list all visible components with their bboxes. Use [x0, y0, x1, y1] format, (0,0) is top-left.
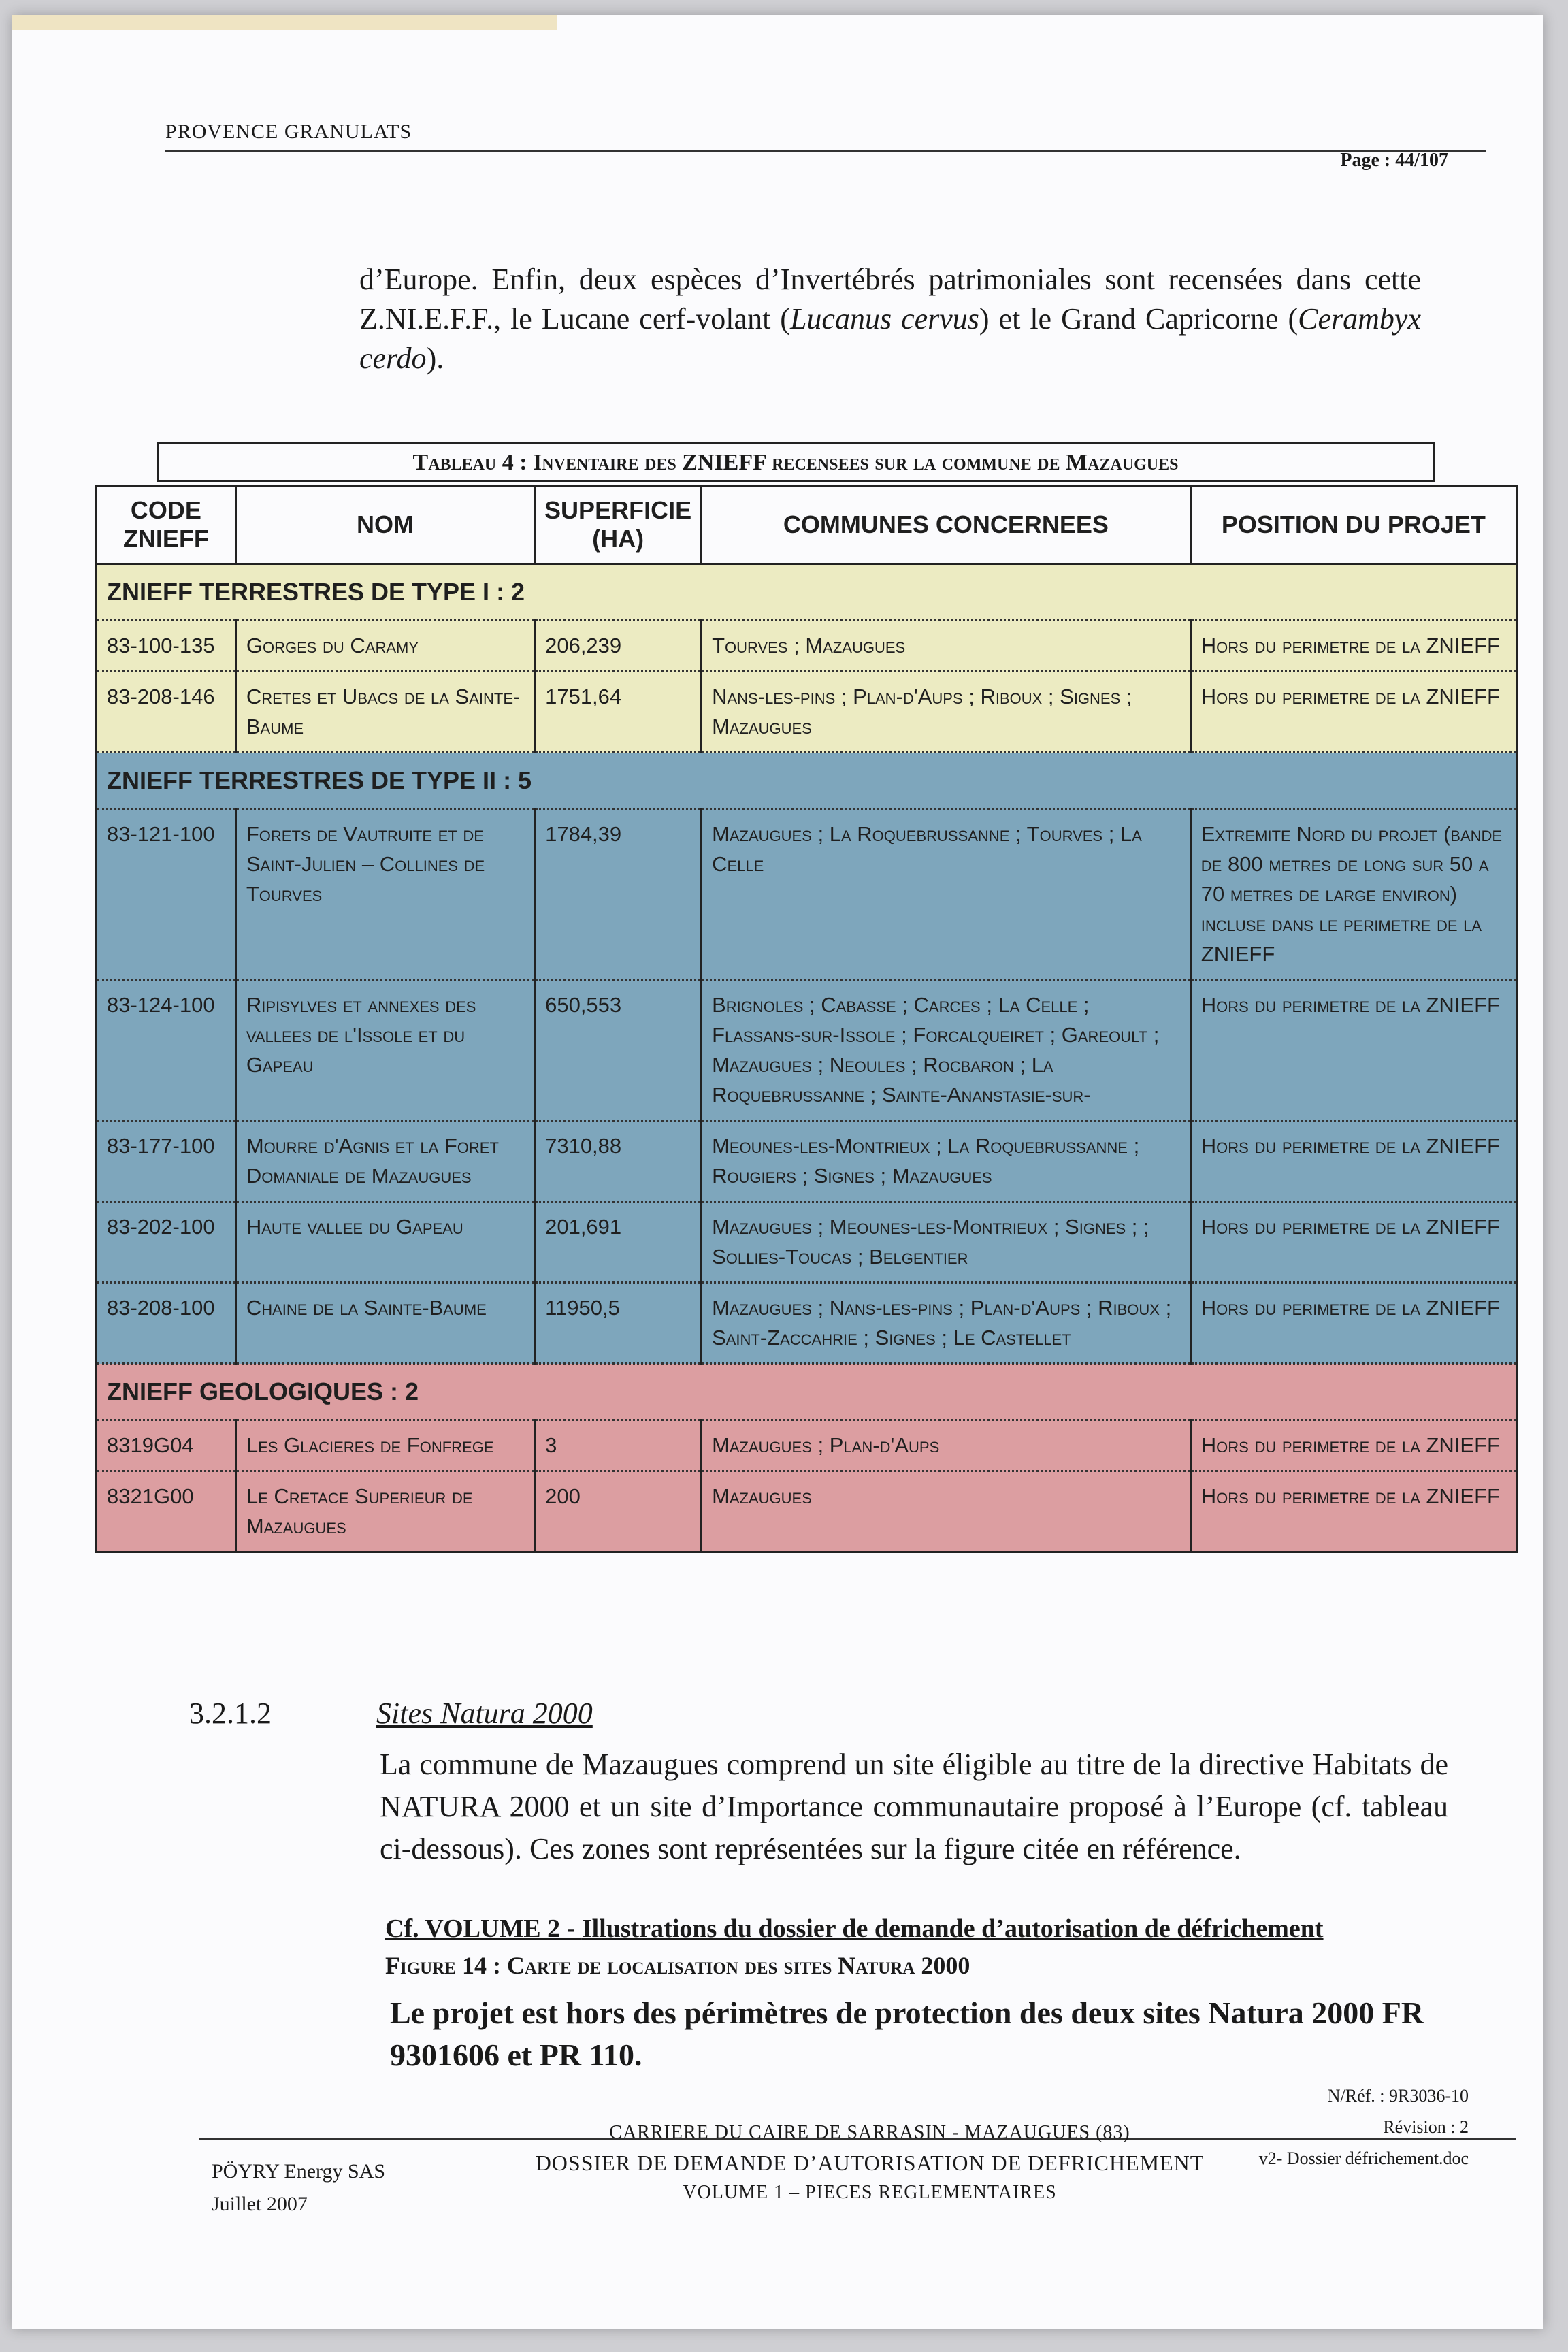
cell-communes: Nans-les-pins ; Plan-d'Aups ; Riboux ; Signes ; Mazaugues: [702, 672, 1191, 753]
table-header-row: [97, 486, 1517, 564]
table-row: [97, 980, 1517, 1121]
footer-date: Juillet 2007: [212, 2193, 308, 2215]
cell-superficie: 3: [535, 1420, 702, 1471]
section-number: 3.2.1.2: [189, 1697, 272, 1730]
group-title: ZNIEFF TERRESTRES DE TYPE I : 2: [97, 564, 1517, 621]
cell-superficie: 206,239: [535, 621, 702, 672]
cell-nom: Forets de Vautruite et de Saint-Julien – Collines de Tourves: [235, 809, 534, 980]
cell-superficie: 200: [535, 1471, 702, 1552]
cell-position: Hors du perimetre de la ZNIEFF: [1190, 1121, 1516, 1202]
footer-file: v2- Dossier défrichement.doc: [1258, 2149, 1469, 2168]
cell-nom: Cretes et Ubacs de la Sainte-Baume: [235, 672, 534, 753]
group-row: [97, 753, 1517, 809]
header-position: POSITION DU PROJET: [1190, 486, 1516, 564]
intro-text-2: ) et le Grand Capricorne (: [979, 302, 1298, 336]
table-row: [97, 1202, 1517, 1283]
table-row: [97, 1420, 1517, 1471]
species-lucanus: Lucanus cervus: [789, 302, 979, 336]
intro-paragraph: [359, 260, 1421, 378]
cell-superficie: 11950,5: [535, 1283, 702, 1364]
cell-position: Hors du perimetre de la ZNIEFF: [1190, 1202, 1516, 1283]
paper-edge-strip: [12, 15, 557, 30]
footer-ref: N/Réf. : 9R3036-10: [1327, 2086, 1469, 2106]
cell-position: Hors du perimetre de la ZNIEFF: [1190, 1420, 1516, 1471]
footer-line2: DOSSIER DE DEMANDE D’AUTORISATION DE DEFRICHEMENT: [535, 2151, 1205, 2175]
cell-communes: Brignoles ; Cabasse ; Carces ; La Celle ; Flassans-sur-Issole ; Forcalqueiret ; Gareoult ; Mazaugues ; Neoules ; Rocbaron ; La Roquebrussanne ; Sainte-Ananstasie-sur-: [702, 980, 1191, 1121]
cell-position: Hors du perimetre de la ZNIEFF: [1190, 1283, 1516, 1364]
cell-position: Hors du perimetre de la ZNIEFF: [1190, 672, 1516, 753]
cell-nom: Gorges du Caramy: [235, 621, 534, 672]
footer-left: [212, 2155, 385, 2221]
cell-code: 83-177-100: [97, 1121, 236, 1202]
intro-text-3: ).: [426, 342, 444, 375]
cell-superficie: 201,691: [535, 1202, 702, 1283]
footer-company: PÖYRY Energy SAS: [212, 2160, 386, 2183]
cf-reference: [385, 1914, 1324, 1944]
table-row: [97, 809, 1517, 980]
cell-position: Hors du perimetre de la ZNIEFF: [1190, 1471, 1516, 1552]
cell-code: 83-208-146: [97, 672, 236, 753]
table-caption: Tableau 4 : Inventaire des ZNIEFF recensees sur la commune de Mazaugues: [157, 442, 1435, 482]
footer-line3: VOLUME 1 – PIECES REGLEMENTAIRES: [683, 2182, 1057, 2203]
cell-position: Hors du perimetre de la ZNIEFF: [1190, 980, 1516, 1121]
footer-revision: Révision : 2: [1383, 2117, 1469, 2137]
header-communes: COMMUNES CONCERNEES: [702, 486, 1191, 564]
cell-superficie: 7310,88: [535, 1121, 702, 1202]
znieff-table: [95, 485, 1518, 1553]
cell-position: Hors du perimetre de la ZNIEFF: [1190, 621, 1516, 672]
figure-caption: Figure 14 : Carte de localisation des sites Natura 2000: [385, 1952, 970, 1979]
cell-nom: Le Cretace Superieur de Mazaugues: [235, 1471, 534, 1552]
section-body: La commune de Mazaugues comprend un site éligible au titre de la directive Habitats de NATURA 2000 et un site d’Importance communautaire proposé à l’Europe (cf. tableau ci-dessous). Ces zones sont représentées sur la figure citée en référence.: [380, 1748, 1448, 1865]
cell-communes: Mazaugues ; Nans-les-pins ; Plan-d'Aups ; Riboux ; Saint-Zaccahrie ; Signes ; Le Castellet: [702, 1283, 1191, 1364]
cell-communes: Mazaugues ; La Roquebrussanne ; Tourves ; La Celle: [702, 809, 1191, 980]
cell-code: 8319G04: [97, 1420, 236, 1471]
cell-communes: Tourves ; Mazaugues: [702, 621, 1191, 672]
cell-code: 83-202-100: [97, 1202, 236, 1283]
cell-nom: Haute vallee du Gapeau: [235, 1202, 534, 1283]
footer-right: [1259, 2080, 1469, 2174]
group-row: [97, 564, 1517, 621]
species-cerambyx: Cerambyx cerdo: [359, 302, 1421, 375]
cell-code: 83-100-135: [97, 621, 236, 672]
header-rule: [165, 150, 1486, 152]
cell-code: 83-208-100: [97, 1283, 236, 1364]
table-row: [97, 621, 1517, 672]
table-row: [97, 672, 1517, 753]
header-nom: NOM: [235, 486, 534, 564]
section-title: Sites Natura 2000: [376, 1697, 593, 1730]
cell-communes: Meounes-les-Montrieux ; La Roquebrussanne ; Rougiers ; Signes ; Mazaugues: [702, 1121, 1191, 1202]
cell-communes: Mazaugues ; Meounes-les-Montrieux ; Signes ; ; Sollies-Toucas ; Belgentier: [702, 1202, 1191, 1283]
cell-nom: Mourre d'Agnis et la Foret Domaniale de Mazaugues: [235, 1121, 534, 1202]
header-company: PROVENCE GRANULATS: [165, 120, 412, 143]
cell-communes: Mazaugues ; Plan-d'Aups: [702, 1420, 1191, 1471]
cell-superficie: 650,553: [535, 980, 702, 1121]
conclusion-text: Le projet est hors des périmètres de protection des deux sites Natura 2000 FR 9301606 et PR 110.: [390, 1995, 1424, 2072]
cf-text: Illustrations du dossier de demande d’autorisation de défrichement: [581, 1914, 1324, 1943]
cell-communes: Mazaugues: [702, 1471, 1191, 1552]
cell-nom: Ripisylves et annexes des vallees de l'Issole et du Gapeau: [235, 980, 534, 1121]
cell-code: 83-124-100: [97, 980, 236, 1121]
header-code: CODE ZNIEFF: [97, 486, 236, 564]
footer-center: [529, 2118, 1210, 2208]
header-superficie: SUPERFICIE (HA): [535, 486, 702, 564]
group-row: [97, 1364, 1517, 1420]
cell-superficie: 1751,64: [535, 672, 702, 753]
cell-code: 8321G00: [97, 1471, 236, 1552]
document-page: [12, 15, 1544, 2329]
table-row: [97, 1471, 1517, 1552]
cell-position: Extremite Nord du projet (bande de 800 metres de long sur 50 a 70 metres de large environ) incluse dans le perimetre de la ZNIEFF: [1190, 809, 1516, 980]
table-row: [97, 1121, 1517, 1202]
header-page-number: Page : 44/107: [1340, 150, 1448, 171]
cell-code: 83-121-100: [97, 809, 236, 980]
cell-nom: Chaine de la Sainte-Baume: [235, 1283, 534, 1364]
table-row: [97, 1283, 1517, 1364]
footer-line1: CARRIERE DU CAIRE DE SARRASIN - MAZAUGUES (83): [609, 2122, 1130, 2143]
cell-nom: Les Glacieres de Fonfrege: [235, 1420, 534, 1471]
cell-superficie: 1784,39: [535, 809, 702, 980]
group-title: ZNIEFF TERRESTRES DE TYPE II : 5: [97, 753, 1517, 809]
group-title: ZNIEFF GEOLOGIQUES : 2: [97, 1364, 1517, 1420]
intro-text-1: d’Europe. Enfin, deux espèces d’Invertébrés patrimoniales sont recensées dans cette Z.NI.E.F.F., le Lucane cerf-volant (: [359, 263, 1421, 336]
cf-prefix: Cf. VOLUME 2 -: [385, 1914, 582, 1943]
